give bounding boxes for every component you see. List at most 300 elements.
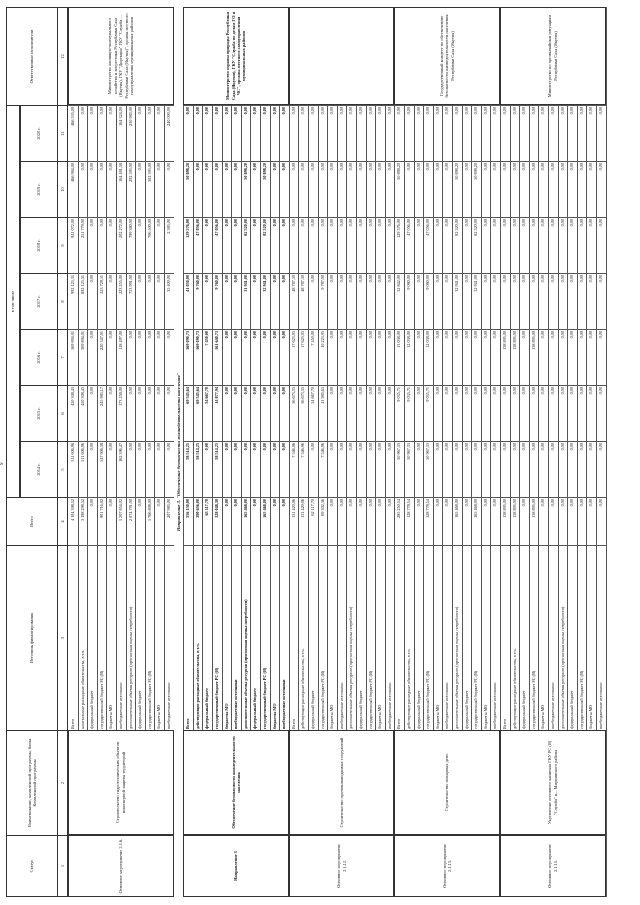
- table-cell-value: 0,00: [433, 161, 443, 217]
- table-cell-value: 0,00: [500, 217, 510, 273]
- table-cell-value: 0,00: [394, 105, 404, 161]
- table-cell-value: 0,00: [231, 105, 241, 161]
- table-cell-value: 0,00: [250, 497, 260, 545]
- table-cell-value: 0,00: [78, 161, 88, 217]
- table-cell-value: 0,00: [279, 273, 289, 329]
- table-cell-value: 0,00: [586, 385, 596, 441]
- table-cell-value: 0,00: [212, 105, 222, 161]
- table-cell-value: 165 468,00: [452, 497, 462, 545]
- table-cell-value: 0,00: [356, 273, 366, 329]
- group-status: Основное мероприятие 2.1.13.: [394, 835, 500, 897]
- table-cell-value: 0,00: [529, 441, 539, 497]
- table-cell-value: 12 038,00: [404, 329, 414, 385]
- table-cell-value: 0,00: [433, 385, 443, 441]
- table-cell-value: 50 967,33: [394, 441, 404, 497]
- table-cell-value: 9 787,00: [318, 273, 328, 329]
- table-cell-value: 0,00: [202, 105, 212, 161]
- table-cell-value: 0,00: [567, 105, 577, 161]
- table-cell-value: 128 778,54: [404, 497, 414, 545]
- table-cell-value: 82 520,00: [471, 217, 481, 273]
- table-cell-value: 0,00: [250, 273, 260, 329]
- table-cell-value: 0,00: [404, 161, 414, 217]
- table-cell-value: 0,00: [529, 273, 539, 329]
- table-cell-value: 47 056,00: [193, 217, 203, 273]
- table-cell-value: 0,00: [510, 273, 520, 329]
- table-cell-source: федеральный бюджет: [202, 545, 212, 730]
- table-cell-value: 0,00: [346, 105, 356, 161]
- table-cell-value: 0,00: [500, 441, 510, 497]
- table-cell-value: 0,00: [385, 105, 395, 161]
- table-cell-value: 0,00: [327, 385, 337, 441]
- table-cell-value: 162 396,47: [116, 441, 126, 497]
- table-cell-value: 0,00: [481, 329, 491, 385]
- table-cell-source: дополнительные объемы ресурсов (прогнозная оценка потребности): [346, 545, 356, 730]
- table-cell-value: 169 090,73: [193, 329, 203, 385]
- table-cell-value: 0,00: [433, 329, 443, 385]
- table-cell-value: 0,00: [452, 105, 462, 161]
- table-cell-value: 0,00: [558, 329, 568, 385]
- table-cell-value: 0,00: [356, 441, 366, 497]
- table-cell-value: 0,00: [548, 329, 558, 385]
- table-cell-value: 0,00: [567, 329, 577, 385]
- table-cell-value: 0,00: [586, 497, 596, 545]
- section-banner: Направление 3. "Обеспечение безопасности жизнедеятельности населения": [174, 7, 185, 897]
- table-cell-value: 0,00: [510, 161, 520, 217]
- table-cell-value: 0,00: [510, 105, 520, 161]
- table-cell-value: 0,00: [270, 441, 280, 497]
- table-cell-value: 0,00: [135, 161, 145, 217]
- table-cell-value: 0,00: [154, 441, 164, 497]
- table-cell-value: 0,00: [135, 385, 145, 441]
- table-cell-value: 0,00: [596, 105, 606, 161]
- table-cell-value: 0,00: [490, 105, 500, 161]
- table-cell-value: 129 576,00: [394, 217, 404, 273]
- table-cell-source: Всего: [68, 545, 78, 730]
- table-cell-value: 0,00: [577, 273, 587, 329]
- table-cell-value: 0,00: [241, 329, 251, 385]
- table-cell-value: 50 898,20: [260, 161, 270, 217]
- table-cell-source: бюджеты МО: [538, 545, 548, 730]
- table-cell-value: 129 576,00: [183, 217, 193, 273]
- table-cell-value: 0,00: [596, 217, 606, 273]
- table-cell-source: федеральный бюджет: [356, 545, 366, 730]
- table-cell-value: 0,00: [510, 217, 520, 273]
- table-cell-value: 245 983,17: [97, 385, 107, 441]
- table-cell-value: 0,00: [126, 385, 136, 441]
- table-cell-value: 0,00: [270, 273, 280, 329]
- group-responsible: Министерство по чрезвычайным ситуациям Республики Саха (Якутия): [500, 7, 606, 105]
- table-cell-value: 0,00: [375, 441, 385, 497]
- table-cell-value: 9 080,00: [423, 273, 433, 329]
- table-cell-source: дополнительные объемы ресурсов (прогнозная оценка потребности): [126, 545, 136, 730]
- table-cell-value: 0,00: [538, 161, 548, 217]
- table-cell-value: 9 035,71: [404, 385, 414, 441]
- table-cell-value: 69 545,64: [193, 385, 203, 441]
- table-cell-value: 0,00: [346, 217, 356, 273]
- page-number: 9: [0, 462, 5, 465]
- column-number: 8: [58, 273, 68, 329]
- table-cell-value: 0,00: [462, 329, 472, 385]
- table-cell-value: 0,00: [490, 329, 500, 385]
- table-cell-value: 10 223,95: [318, 329, 328, 385]
- table-cell-value: 0,00: [452, 329, 462, 385]
- table-cell-value: 0,00: [366, 441, 376, 497]
- table-cell-value: 0,00: [97, 105, 107, 161]
- table-cell-value: 0,00: [385, 441, 395, 497]
- table-cell-value: 941 072,00: [68, 217, 78, 273]
- table-cell-value: 0,00: [471, 329, 481, 385]
- table-cell-value: 556 150,00: [183, 497, 193, 545]
- table-cell-source: внебюджетные источники: [279, 545, 289, 730]
- table-cell-value: 0,00: [145, 273, 155, 329]
- table-cell-value: 0,00: [222, 273, 232, 329]
- table-cell-value: 131 420,06: [289, 497, 299, 545]
- table-cell-source: государственный бюджет РС (Я): [423, 545, 433, 730]
- table-cell-value: 0,00: [462, 161, 472, 217]
- table-cell-value: 0,00: [241, 385, 251, 441]
- table-cell-value: 0,00: [222, 105, 232, 161]
- table-header: [6, 7, 58, 897]
- table-cell-value: 0,00: [356, 385, 366, 441]
- column-number: 9: [58, 217, 68, 273]
- table-cell-value: 0,00: [452, 385, 462, 441]
- table-cell-value: 450 308,43: [78, 385, 88, 441]
- table-cell-value: 0,00: [414, 105, 424, 161]
- table-cell-value: 0,00: [529, 217, 539, 273]
- table-cell-value: 138 895,00: [529, 497, 539, 545]
- table-cell-value: 251 779,00: [78, 217, 88, 273]
- table-cell-value: 0,00: [442, 105, 452, 161]
- table-cell-value: 0,00: [538, 497, 548, 545]
- table-cell-value: 0,00: [356, 497, 366, 545]
- table-cell-value: 0,00: [164, 161, 174, 217]
- table-cell-value: 0,00: [385, 385, 395, 441]
- table-cell-value: 0,00: [308, 273, 318, 329]
- table-cell-value: 0,00: [577, 497, 587, 545]
- table-cell-source: бюджеты МО: [327, 545, 337, 730]
- table-cell-value: 0,00: [327, 217, 337, 273]
- table-cell-value: 0,00: [586, 273, 596, 329]
- table-cell-value: 0,00: [586, 161, 596, 217]
- table-cell-value: 2 583,00: [164, 217, 174, 273]
- table-cell-value: 173 258,00: [116, 385, 126, 441]
- table-cell-value: 0,00: [510, 441, 520, 497]
- table-cell-value: 0,00: [260, 385, 270, 441]
- group-status: Основное мероприятие 2.1.12.: [289, 835, 395, 897]
- table-cell-value: 58 514,25: [183, 441, 193, 497]
- table-cell-value: 63 117,70: [202, 497, 212, 545]
- header-year: 2017 г.: [20, 273, 58, 329]
- table-cell-value: 0,00: [97, 217, 107, 273]
- table-cell-value: 50 967,33: [404, 441, 414, 497]
- table-cell-source: федеральный бюджет: [414, 545, 424, 730]
- table-cell-value: 9 035,71: [394, 385, 404, 441]
- header-years-group: в том числе: [6, 105, 20, 497]
- table-cell-value: 0,00: [481, 161, 491, 217]
- table-cell-value: 0,00: [308, 161, 318, 217]
- table-cell-value: 131 420,06: [298, 497, 308, 545]
- table-cell-value: 47 056,00: [212, 217, 222, 273]
- table-cell-value: 0,00: [327, 273, 337, 329]
- table-cell-value: 0,00: [346, 385, 356, 441]
- table-cell-value: 0,00: [375, 385, 385, 441]
- table-cell-value: 0,00: [97, 161, 107, 217]
- table-cell-value: 0,00: [548, 105, 558, 161]
- table-cell-value: 292 593,00: [126, 161, 136, 217]
- table-cell-value: 118 497,00: [116, 329, 126, 385]
- table-cell-value: 0,00: [366, 217, 376, 273]
- table-cell-value: 0,00: [596, 441, 606, 497]
- table-cell-value: 0,00: [289, 161, 299, 217]
- table-cell-value: 0,00: [577, 105, 587, 161]
- table-cell-value: 0,00: [577, 385, 587, 441]
- table-cell-value: 0,00: [490, 273, 500, 329]
- table-cell-value: 0,00: [154, 161, 164, 217]
- table-cell-value: 0,00: [366, 385, 376, 441]
- table-cell-source: бюджеты МО: [106, 545, 116, 730]
- table-cell-value: 0,00: [366, 273, 376, 329]
- table-cell-value: 0,00: [385, 497, 395, 545]
- table-cell-value: 50 898,20: [241, 161, 251, 217]
- table-cell-value: 0,00: [154, 273, 164, 329]
- table-cell-value: 69 545,64: [183, 385, 193, 441]
- table-cell-source: внебюджетные источники: [385, 545, 395, 730]
- header-year: 2014 г.: [20, 441, 58, 497]
- table-cell-value: 220 347,01: [97, 329, 107, 385]
- table-cell-value: 0,00: [433, 497, 443, 545]
- table-cell-value: 0,00: [538, 273, 548, 329]
- table-cell-value: 207 983,00: [164, 497, 174, 545]
- table-cell-value: 0,00: [279, 441, 289, 497]
- table-cell-value: 0,00: [337, 161, 347, 217]
- table-cell-value: 0,00: [289, 217, 299, 273]
- table-cell-source: бюджеты МО: [586, 545, 596, 730]
- table-cell-value: 0,00: [346, 329, 356, 385]
- column-number: 11: [58, 105, 68, 161]
- table-cell-value: 1 207 854,02: [116, 497, 126, 545]
- table-cell-value: 0,00: [327, 497, 337, 545]
- table-cell-value: 0,00: [154, 385, 164, 441]
- column-number: 3: [58, 545, 68, 730]
- table-cell-value: 302 593,00: [145, 161, 155, 217]
- table-cell-value: 0,00: [231, 161, 241, 217]
- table-cell-value: 0,00: [231, 497, 241, 545]
- table-cell-value: 0,00: [346, 161, 356, 217]
- table-cell-value: 0,00: [462, 217, 472, 273]
- table-cell-value: 0,00: [126, 441, 136, 497]
- table-cell-value: 0,00: [135, 217, 145, 273]
- table-cell-value: 0,00: [529, 385, 539, 441]
- table-cell-value: 82 520,00: [241, 217, 251, 273]
- table-cell-value: 0,00: [490, 217, 500, 273]
- table-cell-value: 165 468,00: [260, 497, 270, 545]
- table-cell-value: 0,00: [471, 441, 481, 497]
- group-name: Укрепление основного капитала ГКУ РС (Я) "Служба" и... Мирнинского района: [500, 730, 606, 835]
- table-cell-value: 0,00: [154, 105, 164, 161]
- table-cell-value: 164 481,58: [116, 161, 126, 217]
- table-cell-source: дополнительные объемы ресурсов (прогнозная оценка потребности): [452, 545, 462, 730]
- table-cell-value: 0,00: [87, 329, 97, 385]
- table-cell-value: 0,00: [279, 329, 289, 385]
- table-cell-value: 202 272,00: [116, 217, 126, 273]
- table-cell-value: 0,00: [145, 105, 155, 161]
- table-cell-value: 0,00: [442, 497, 452, 545]
- table-cell-value: 0,00: [135, 273, 145, 329]
- table-cell-value: 0,00: [356, 217, 366, 273]
- table-cell-value: 240 000,00: [164, 105, 174, 161]
- table-cell-value: 0,00: [270, 105, 280, 161]
- table-cell-value: 0,00: [346, 497, 356, 545]
- table-cell-value: 0,00: [558, 217, 568, 273]
- table-cell-value: 0,00: [385, 329, 395, 385]
- table-cell-value: 992 123,31: [68, 273, 78, 329]
- table-cell-value: 0,00: [548, 385, 558, 441]
- table-cell-value: 0,00: [106, 217, 116, 273]
- table-cell-value: 0,00: [577, 441, 587, 497]
- table-cell-value: 0,00: [366, 105, 376, 161]
- table-cell-value: 0,00: [337, 385, 347, 441]
- table-cell-value: 0,00: [145, 329, 155, 385]
- table-cell-value: 0,00: [202, 161, 212, 217]
- table-cell-value: 48 787,30: [298, 273, 308, 329]
- table-cell-value: 0,00: [106, 105, 116, 161]
- table-cell-value: 0,00: [308, 217, 318, 273]
- table-cell-value: 0,00: [481, 497, 491, 545]
- group-status: Направление 3: [183, 835, 289, 897]
- table-cell-value: 0,00: [366, 497, 376, 545]
- table-cell-value: 0,00: [106, 441, 116, 497]
- table-cell-source: капитальные расходные обязательства, в т.ч.: [78, 545, 88, 730]
- table-cell-value: 0,00: [308, 441, 318, 497]
- table-cell-value: 0,00: [87, 105, 97, 161]
- table-cell-value: 82 520,00: [260, 217, 270, 273]
- table-cell-value: 0,00: [231, 329, 241, 385]
- header-responsible: Ответственные исполнители: [6, 7, 58, 105]
- table-cell-value: 58 514,25: [212, 441, 222, 497]
- table-cell-source: Всего: [289, 545, 299, 730]
- table-cell-value: 0,00: [481, 217, 491, 273]
- table-cell-value: 0,00: [87, 273, 97, 329]
- table-cell-value: 0,00: [586, 217, 596, 273]
- table-cell-source: государственный бюджет РС (Я): [471, 545, 481, 730]
- table-cell-value: 0,00: [433, 105, 443, 161]
- table-cell-value: 0,00: [250, 161, 260, 217]
- table-cell-value: 0,00: [106, 161, 116, 217]
- table-cell-value: 0,00: [481, 105, 491, 161]
- table-cell-value: 250 983,00: [126, 105, 136, 161]
- group-name: Обеспечение безопасности жизнедеятельности населения: [183, 730, 289, 835]
- table-cell-value: 0,00: [500, 161, 510, 217]
- table-cell-value: 0,00: [462, 441, 472, 497]
- table-cell-source: дополнительные объемы ресурсов (прогнозная оценка потребности): [558, 545, 568, 730]
- table-cell-value: 138 895,00: [529, 329, 539, 385]
- table-cell-value: 0,00: [318, 161, 328, 217]
- table-cell-value: 0,00: [385, 217, 395, 273]
- table-cell-value: 0,00: [318, 217, 328, 273]
- table-cell-value: 0,00: [126, 329, 136, 385]
- table-cell-value: 901 716,02: [97, 497, 107, 545]
- header-name: Наименование, комплексной программы, блока Комплексной программы: [6, 730, 58, 835]
- table-cell-value: 0,00: [558, 497, 568, 545]
- table-cell-value: 56 673,35: [289, 385, 299, 441]
- table-cell-source: государственный бюджет РС (Я): [97, 545, 107, 730]
- table-cell-value: 0,00: [193, 105, 203, 161]
- table-cell-value: 0,00: [212, 161, 222, 217]
- table-cell-source: государственный бюджет РС (Я): [260, 545, 270, 730]
- table-cell-value: 0,00: [442, 441, 452, 497]
- table-cell-value: 0,00: [519, 329, 529, 385]
- table-cell-value: 0,00: [154, 217, 164, 273]
- table-cell-value: 164 324,00: [116, 105, 126, 161]
- table-cell-value: 0,00: [106, 385, 116, 441]
- table-cell-value: 0,00: [327, 105, 337, 161]
- table-cell-value: 47 056,00: [423, 217, 433, 273]
- group-name: Строительство пожарных депо: [394, 730, 500, 835]
- table-cell-value: 0,00: [346, 441, 356, 497]
- table-cell-value: 0,00: [154, 329, 164, 385]
- table-cell-value: 0,00: [356, 161, 366, 217]
- table-cell-value: 0,00: [548, 273, 558, 329]
- table-cell-value: 0,00: [433, 273, 443, 329]
- table-cell-value: 0,00: [538, 105, 548, 161]
- table-cell-value: 0,00: [385, 273, 395, 329]
- table-cell-value: 0,00: [106, 497, 116, 545]
- table-cell-value: 0,00: [500, 273, 510, 329]
- table-cell-value: 0,00: [337, 105, 347, 161]
- table-cell-value: 466 535,00: [68, 105, 78, 161]
- table-cell-value: 0,00: [222, 161, 232, 217]
- table-cell-value: 32 941,00: [471, 273, 481, 329]
- header-year: 2020 г.: [20, 105, 58, 161]
- table-cell-value: 128 778,54: [423, 497, 433, 545]
- table-cell-value: 0,00: [490, 441, 500, 497]
- table-cell-value: 138 895,00: [500, 497, 510, 545]
- table-cell-value: 0,00: [414, 441, 424, 497]
- table-cell-value: 32 842,00: [394, 273, 404, 329]
- table-cell-source: бюджеты МО: [154, 545, 164, 730]
- table-cell-value: 0,00: [442, 385, 452, 441]
- table-cell-value: 0,00: [529, 105, 539, 161]
- table-cell-value: 32 941,00: [452, 273, 462, 329]
- table-cell-value: 32 941,00: [260, 273, 270, 329]
- table-cell-value: 62 117,70: [308, 497, 318, 545]
- table-cell-value: 0,00: [222, 497, 232, 545]
- table-cell-value: 0,00: [87, 161, 97, 217]
- table-cell-value: 0,00: [356, 329, 366, 385]
- table-cell-value: 390 656,00: [193, 497, 203, 545]
- table-cell-value: 547 906,38: [97, 441, 107, 497]
- table-cell-value: 0,00: [519, 161, 529, 217]
- group-status: Основное мероприятие 2.1.15.: [500, 835, 606, 897]
- table-cell-value: 0,00: [548, 217, 558, 273]
- table-cell-value: 17 623,95: [289, 329, 299, 385]
- table-cell-value: 7 450,00: [202, 329, 212, 385]
- table-cell-source: бюджеты МО: [270, 545, 280, 730]
- table-cell-value: 0,00: [222, 329, 232, 385]
- table-cell-value: 54 667,70: [202, 385, 212, 441]
- table-cell-value: 0,00: [231, 273, 241, 329]
- table-cell-source: федеральный бюджет: [87, 545, 97, 730]
- table-cell-value: 0,00: [490, 385, 500, 441]
- table-cell-value: 0,00: [529, 161, 539, 217]
- table-cell-value: 0,00: [375, 105, 385, 161]
- table-cell-value: 0,00: [346, 273, 356, 329]
- column-number: 5: [58, 441, 68, 497]
- table-cell-value: 0,00: [538, 441, 548, 497]
- table-cell-value: 0,00: [558, 273, 568, 329]
- header-status: Статус: [6, 835, 58, 897]
- table-cell-source: государственный бюджет РС (Я): [366, 545, 376, 730]
